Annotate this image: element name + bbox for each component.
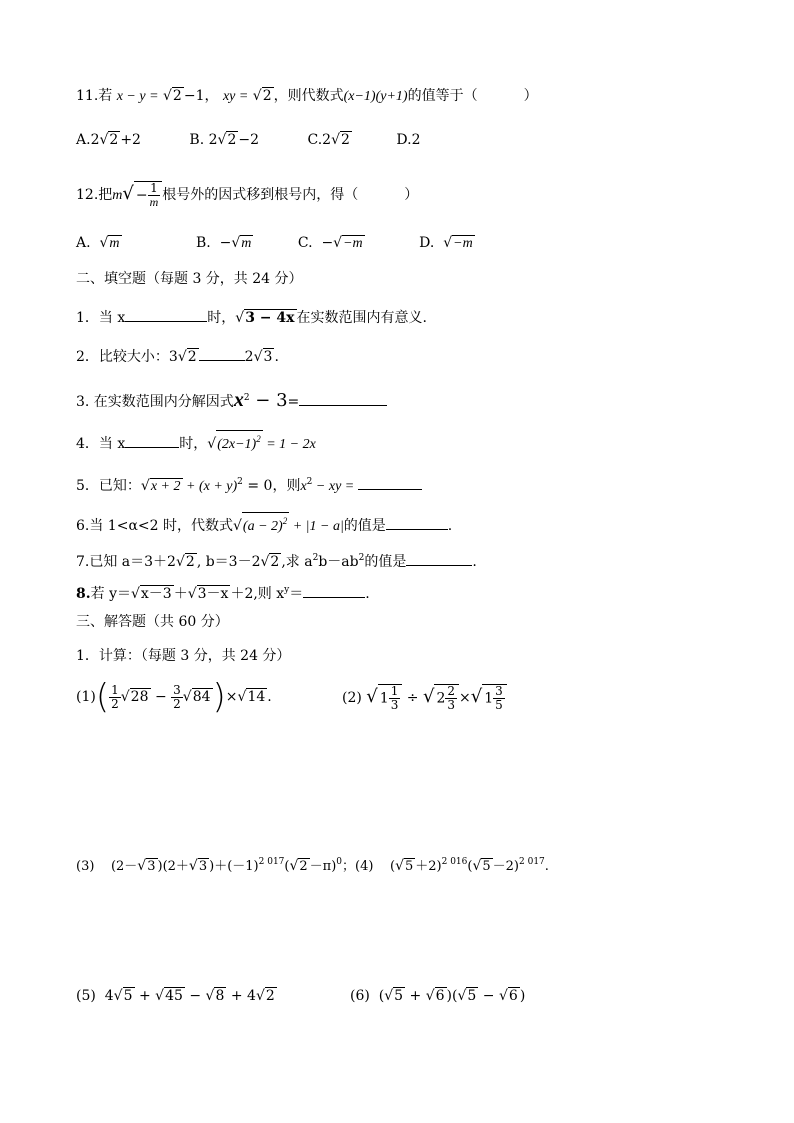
q12-suffix: 根号外的因式移到根号内，得（ — [162, 187, 359, 203]
q11-option-d: D.2 — [396, 132, 421, 148]
answer-blank — [125, 433, 179, 448]
q11-expr: (x−1)(y+1) — [343, 89, 408, 104]
q11-rad1: 2 — [172, 88, 182, 104]
fill-question-1: 1．当 x 时，√3 − 4x 在实数范围内有意义. — [76, 307, 427, 328]
q11-cond2: xy = — [222, 89, 249, 104]
fill-question-6: 6.当 1<α<2 时，代数式$√(a - 2)^2 + |1 - a|$的值是 . — [76, 512, 452, 537]
problem-6: (6) (√5 + √6 )(√5 − √6 ) — [350, 988, 526, 1004]
answer-blank — [406, 551, 472, 566]
section-solve-heading: 三、解答题（共 60 分） — [76, 614, 229, 630]
q11-option-a: A.2√2 +2 — [76, 132, 141, 148]
q11-options — [76, 130, 420, 150]
q11-prefix: 11.若 — [76, 88, 113, 104]
fill-question-3: 3. 在实数范围内分解因式$x^2 - 3=$ — [76, 388, 387, 412]
answer-blank — [358, 475, 422, 490]
fill-question-8: 8.若 y＝√x－3 ＋√3－x ＋2,则 $x^y=$ . — [76, 585, 370, 602]
q11-rad2: 2 — [262, 88, 272, 104]
q12-option-c: C. −√−m — [297, 235, 363, 251]
q12-option-a: A. √m — [76, 235, 120, 251]
problem-2: (2) √ 1 $\frac{1}{3}$ ÷ √ 2 $\frac{2}{3}$ ×√ 1 $\frac{3}{5}$ — [342, 676, 507, 718]
q11-option-c: C.2√2 — [307, 132, 350, 148]
sqrt-symbol: √ — [163, 88, 172, 104]
q12-close: ） — [404, 187, 419, 203]
q11-suffix: 的值等于（ — [407, 88, 478, 104]
question-11 — [76, 86, 538, 107]
q12-prefix: 12.把 — [76, 187, 113, 203]
answer-blank — [299, 391, 387, 406]
q11-close: ） — [523, 88, 538, 104]
solve-subheading-1: 1．计算：（每题 3 分，共 24 分） — [76, 648, 291, 664]
question-12 — [76, 176, 418, 212]
answer-blank — [199, 346, 245, 361]
q11-middle: ，则代数式 — [273, 88, 344, 104]
problem-3-and-4: (3) (2－√3 )(2＋√3 )$+(-1)^{2 017}(√2 -\pi)^0$；(4) $(√5 +2)^{2 016}(√5 -2)^{2 017}$. — [76, 857, 549, 874]
fill-question-4: 4．当 x 时，$√(2x-1)^2 = 1 - 2x$ — [76, 430, 316, 455]
section-fill-in-blank-heading: 二、填空题（每题 3 分，共 24 分） — [76, 271, 303, 287]
q12-option-b: B. −√m — [195, 235, 252, 251]
q12-m: m — [112, 188, 123, 203]
fill-question-2: 2．比较大小：3√2 2√3 . — [76, 346, 279, 367]
q12-option-d: D. √−m — [419, 235, 473, 251]
q11-tail1: −1， — [183, 88, 219, 104]
problem-5: (5) 4√5 + √45 − √8 + 4√2 — [76, 988, 275, 1004]
answer-blank — [125, 307, 207, 322]
q11-option-b: B. 2√2 −2 — [189, 132, 260, 148]
sqrt-symbol: √ — [122, 183, 134, 204]
problem-1: (1)( $\frac{1}{2}$ √28 − $\frac{3}{2}$ √84)×√14 . — [76, 677, 272, 717]
answer-blank — [386, 515, 448, 530]
sqrt-symbol: √ — [252, 88, 262, 104]
q12-options — [76, 233, 475, 253]
q12-radicand: − $\frac{1}{m}$ — [134, 181, 162, 209]
fill-question-5: 5．已知：$√x + 2 + (x + y)^2 = 0$，则$x^2$ − xy = — [76, 472, 422, 497]
q11-cond1: x − y = — [116, 89, 159, 104]
fill-question-7: 7.已知 a＝3＋2√2 , b＝3－2√2 ,求 $a^2b-ab^2$的值是 . — [76, 553, 477, 570]
answer-blank — [303, 583, 365, 598]
